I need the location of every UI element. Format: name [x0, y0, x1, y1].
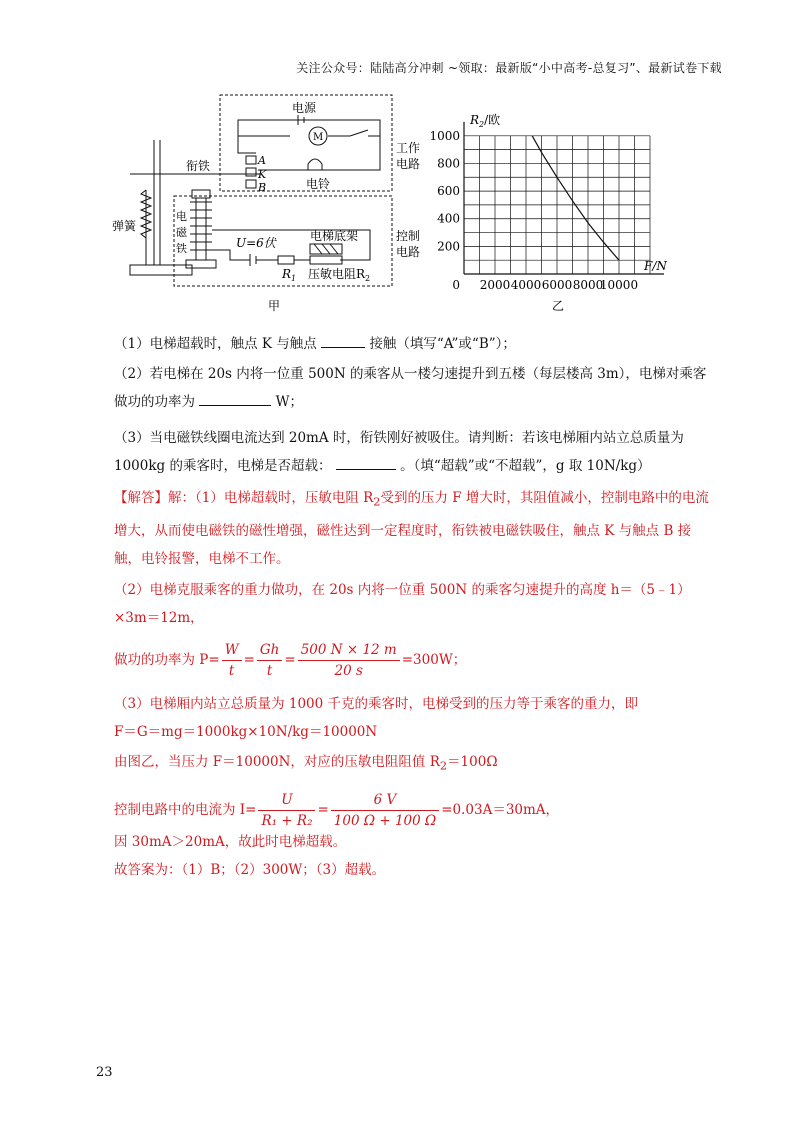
- chart-x-tick-label: 4000: [510, 278, 542, 292]
- fraction-work: $\frac{500 N \times 12 m}{20 s}$: [298, 640, 400, 681]
- answer-para-9: 故答案为：（1）B；（2）300W；（3）超载。: [114, 862, 386, 878]
- chart-y-tick-label: 400: [437, 211, 460, 226]
- r2-force-chart: [429, 100, 700, 320]
- label-electromagnet-3: 铁: [176, 242, 187, 255]
- label-bell: 电铃: [306, 177, 331, 191]
- fraction-w-t: $\frac{W}{t}$: [222, 640, 242, 681]
- label-power: 电源: [292, 101, 317, 115]
- label-electromagnet-1: 电: [176, 210, 187, 223]
- question-2: （2）若电梯在 20s 内将一位重 500N 的乘客从一楼匀速提升到五楼（每层楼高 3m），电梯对乘客做功的功率为 W；: [114, 366, 707, 410]
- answer-blank-3[interactable]: [336, 455, 396, 470]
- label-a: A: [258, 154, 266, 167]
- chart-caption: 乙: [552, 299, 565, 313]
- page-header: 关注公众号：陆陆高分冲刺 ~领取：最新版“小中高考-总复习”、最新试卷下载: [296, 61, 722, 75]
- label-control-2: 电路: [396, 245, 421, 259]
- chart-x-tick-label: 8000: [572, 278, 604, 292]
- question-3: （3）当电磁铁线圈电流达到 20mA 时，衔铁刚好被吸住。请判断：若该电梯厢内站立总质量为 1000kg 的乘客时，电梯是否超载： 。（填“超载”或“不超载”，g 取 10N/kg）: [114, 430, 684, 474]
- answer-tag: 【解答】: [114, 490, 168, 506]
- chart-y-tick-label: 200: [437, 239, 460, 254]
- answer-para-2: （2）电梯克服乘客的重力做功，在 20s 内将一位重 500N 的乘客匀速提升的高度 h＝（5﹣1）×3m＝12m，: [114, 582, 691, 626]
- label-motor: M: [313, 132, 324, 143]
- chart-x-tick-label: 10000: [599, 278, 639, 292]
- label-voltage: U=6伏: [236, 236, 276, 250]
- chart-series-line: [532, 136, 619, 260]
- label-r2: 压敏电阻$R_2$: [308, 267, 371, 283]
- answer-para-6: 由图乙，当压力 F＝10000N，对应的压敏电阻阻值 $R_2=100\Omega$: [114, 754, 498, 773]
- label-electromagnet-2: 磁: [176, 226, 187, 239]
- label-spring: 弹簧: [112, 219, 137, 233]
- answer-blank-2[interactable]: [199, 391, 271, 406]
- label-work-circuit-2: 电路: [396, 157, 421, 171]
- fraction-current: $\frac{6 V}{100 \Omega + 100 \Omega}$: [331, 790, 439, 831]
- label-armature: 衔铁: [186, 159, 211, 173]
- answer-para-3: 做功的功率为 P= $\frac{W}{t}$ = $\frac{Gh}{t}$ = $\frac{500 N \times 12 m}{20 s}$ =300W；: [114, 642, 467, 679]
- label-b: B: [258, 181, 267, 194]
- chart-x-axis-label: F/N: [644, 259, 667, 273]
- chart-y-tick-label: 800: [437, 156, 460, 171]
- chart-y-tick-label: 1000: [429, 128, 460, 143]
- answer-para-4: （3）电梯厢内站立总质量为 1000 千克的乘客时，电梯受到的压力等于乘客的重力，即: [114, 696, 639, 712]
- fraction-u-r: $\frac{U}{\text{R₁ + R₂}}$: [258, 790, 315, 831]
- answer-para-8: 因 30mA＞20mA，故此时电梯超载。: [114, 834, 347, 850]
- caption-jia: 甲: [268, 299, 281, 313]
- chart-y-axis-label: $R_2/$欧: [470, 112, 501, 129]
- label-floor: 电梯底架: [310, 229, 359, 243]
- label-work-circuit-1: 工作: [396, 141, 421, 155]
- chart-origin-label: 0: [452, 278, 460, 292]
- chart-x-tick-label: 2000: [479, 278, 511, 292]
- fraction-gh-t: $\frac{Gh}{t}$: [257, 640, 282, 681]
- label-k: K: [258, 168, 267, 181]
- circuit-diagram: [110, 90, 430, 320]
- answer-blank-1[interactable]: [321, 333, 365, 348]
- answer-para-1: 【解答】解：（1）电梯超载时，压敏电阻 $R_2$受到的压力 F 增大时，其阻值减小，控制电路中的电流增大，从而使电磁铁的磁性增强，磁性达到一定程度时，衔铁被电磁铁吸住，触点 K 与触点 B 接触，电铃报警，电梯不工作。: [114, 490, 709, 567]
- answer-para-7: 控制电路中的电流为 I= $\frac{U}{\text{R₁ + R₂}}$ = $\frac{6 V}{100 \Omega + 100 \Omega}$ =0.03A＝30mA，: [114, 792, 560, 829]
- chart-x-tick-label: 6000: [541, 278, 573, 292]
- label-control-1: 控制: [396, 229, 421, 243]
- question-1: （1）电梯超载时，触点 K 与触点 接触（填写“A”或“B”）；: [114, 330, 714, 358]
- label-r1: $R_1$: [282, 267, 297, 283]
- answer-para-5: F＝G＝mg＝1000kg×10N/kg＝10000N: [114, 724, 378, 740]
- page-number: 23: [96, 1065, 113, 1080]
- chart-y-tick-label: 600: [437, 184, 460, 199]
